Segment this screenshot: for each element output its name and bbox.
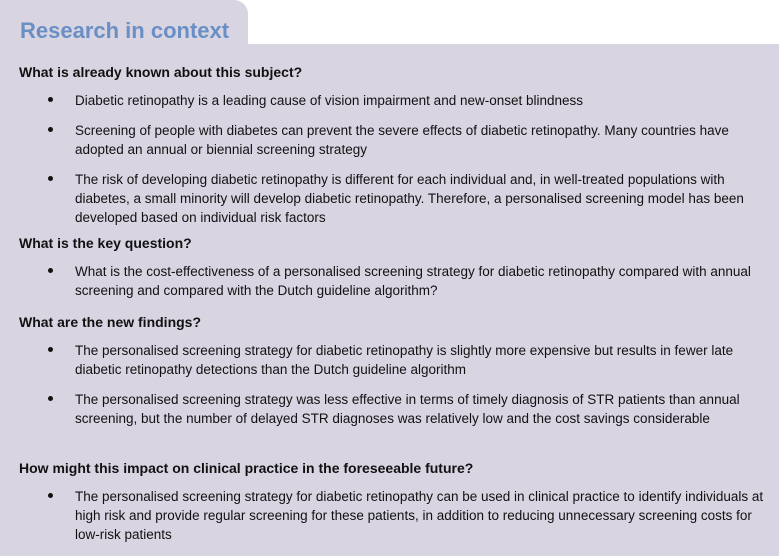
bullet-icon: [48, 268, 53, 273]
title-tab: [0, 0, 248, 44]
bullet-icon: [48, 347, 53, 352]
list-item: What is the cost-effectiveness of a personalised screening strategy for diabetic retinopathy compared with annual screening and compared with the Dutch guideline algorithm?: [75, 264, 751, 298]
bullet-icon: [48, 176, 53, 181]
bullet-icon: [48, 493, 53, 498]
section-heading-key-question: What is the key question?: [19, 235, 192, 251]
list-item: The personalised screening strategy for diabetic retinopathy is slightly more expensive but results in fewer late diabetic retinopathy detections than the Dutch guideline algorithm: [75, 343, 734, 377]
bullet-icon: [48, 127, 53, 132]
bullet-icon: [48, 97, 53, 102]
list-item: Screening of people with diabetes can prevent the severe effects of diabetic retinopathy. Many countries have adopted an annual or biennial screening strategy: [75, 123, 729, 157]
section-heading-known: What is already known about this subject?: [19, 64, 303, 80]
section-heading-clinical-impact: How might this impact on clinical practice in the foreseeable future?: [19, 460, 474, 476]
list-item: The personalised screening strategy was less effective in terms of timely diagnosis of STR patients than annual screening, but the number of delayed STR diagnoses was relatively low and the cost savings considerable: [75, 392, 740, 426]
list-item: Diabetic retinopathy is a leading cause of vision impairment and new-onset blindness: [75, 93, 584, 108]
list-item: The personalised screening strategy for diabetic retinopathy can be used in clinical practice to identify individuals at high risk and provide regular screening for these patients, in addition to reducing unnecessary screening costs for low-risk patients: [75, 489, 764, 542]
list-item: The risk of developing diabetic retinopathy is different for each individual and, in well-treated populations with diabetes, a small minority will develop diabetic retinopathy. Therefore, a personalised screening model has been developed based on individual risk factors: [75, 172, 744, 225]
section-heading-new-findings: What are the new findings?: [19, 314, 202, 330]
box-title: Research in context: [20, 18, 230, 43]
bullet-icon: [48, 396, 53, 401]
